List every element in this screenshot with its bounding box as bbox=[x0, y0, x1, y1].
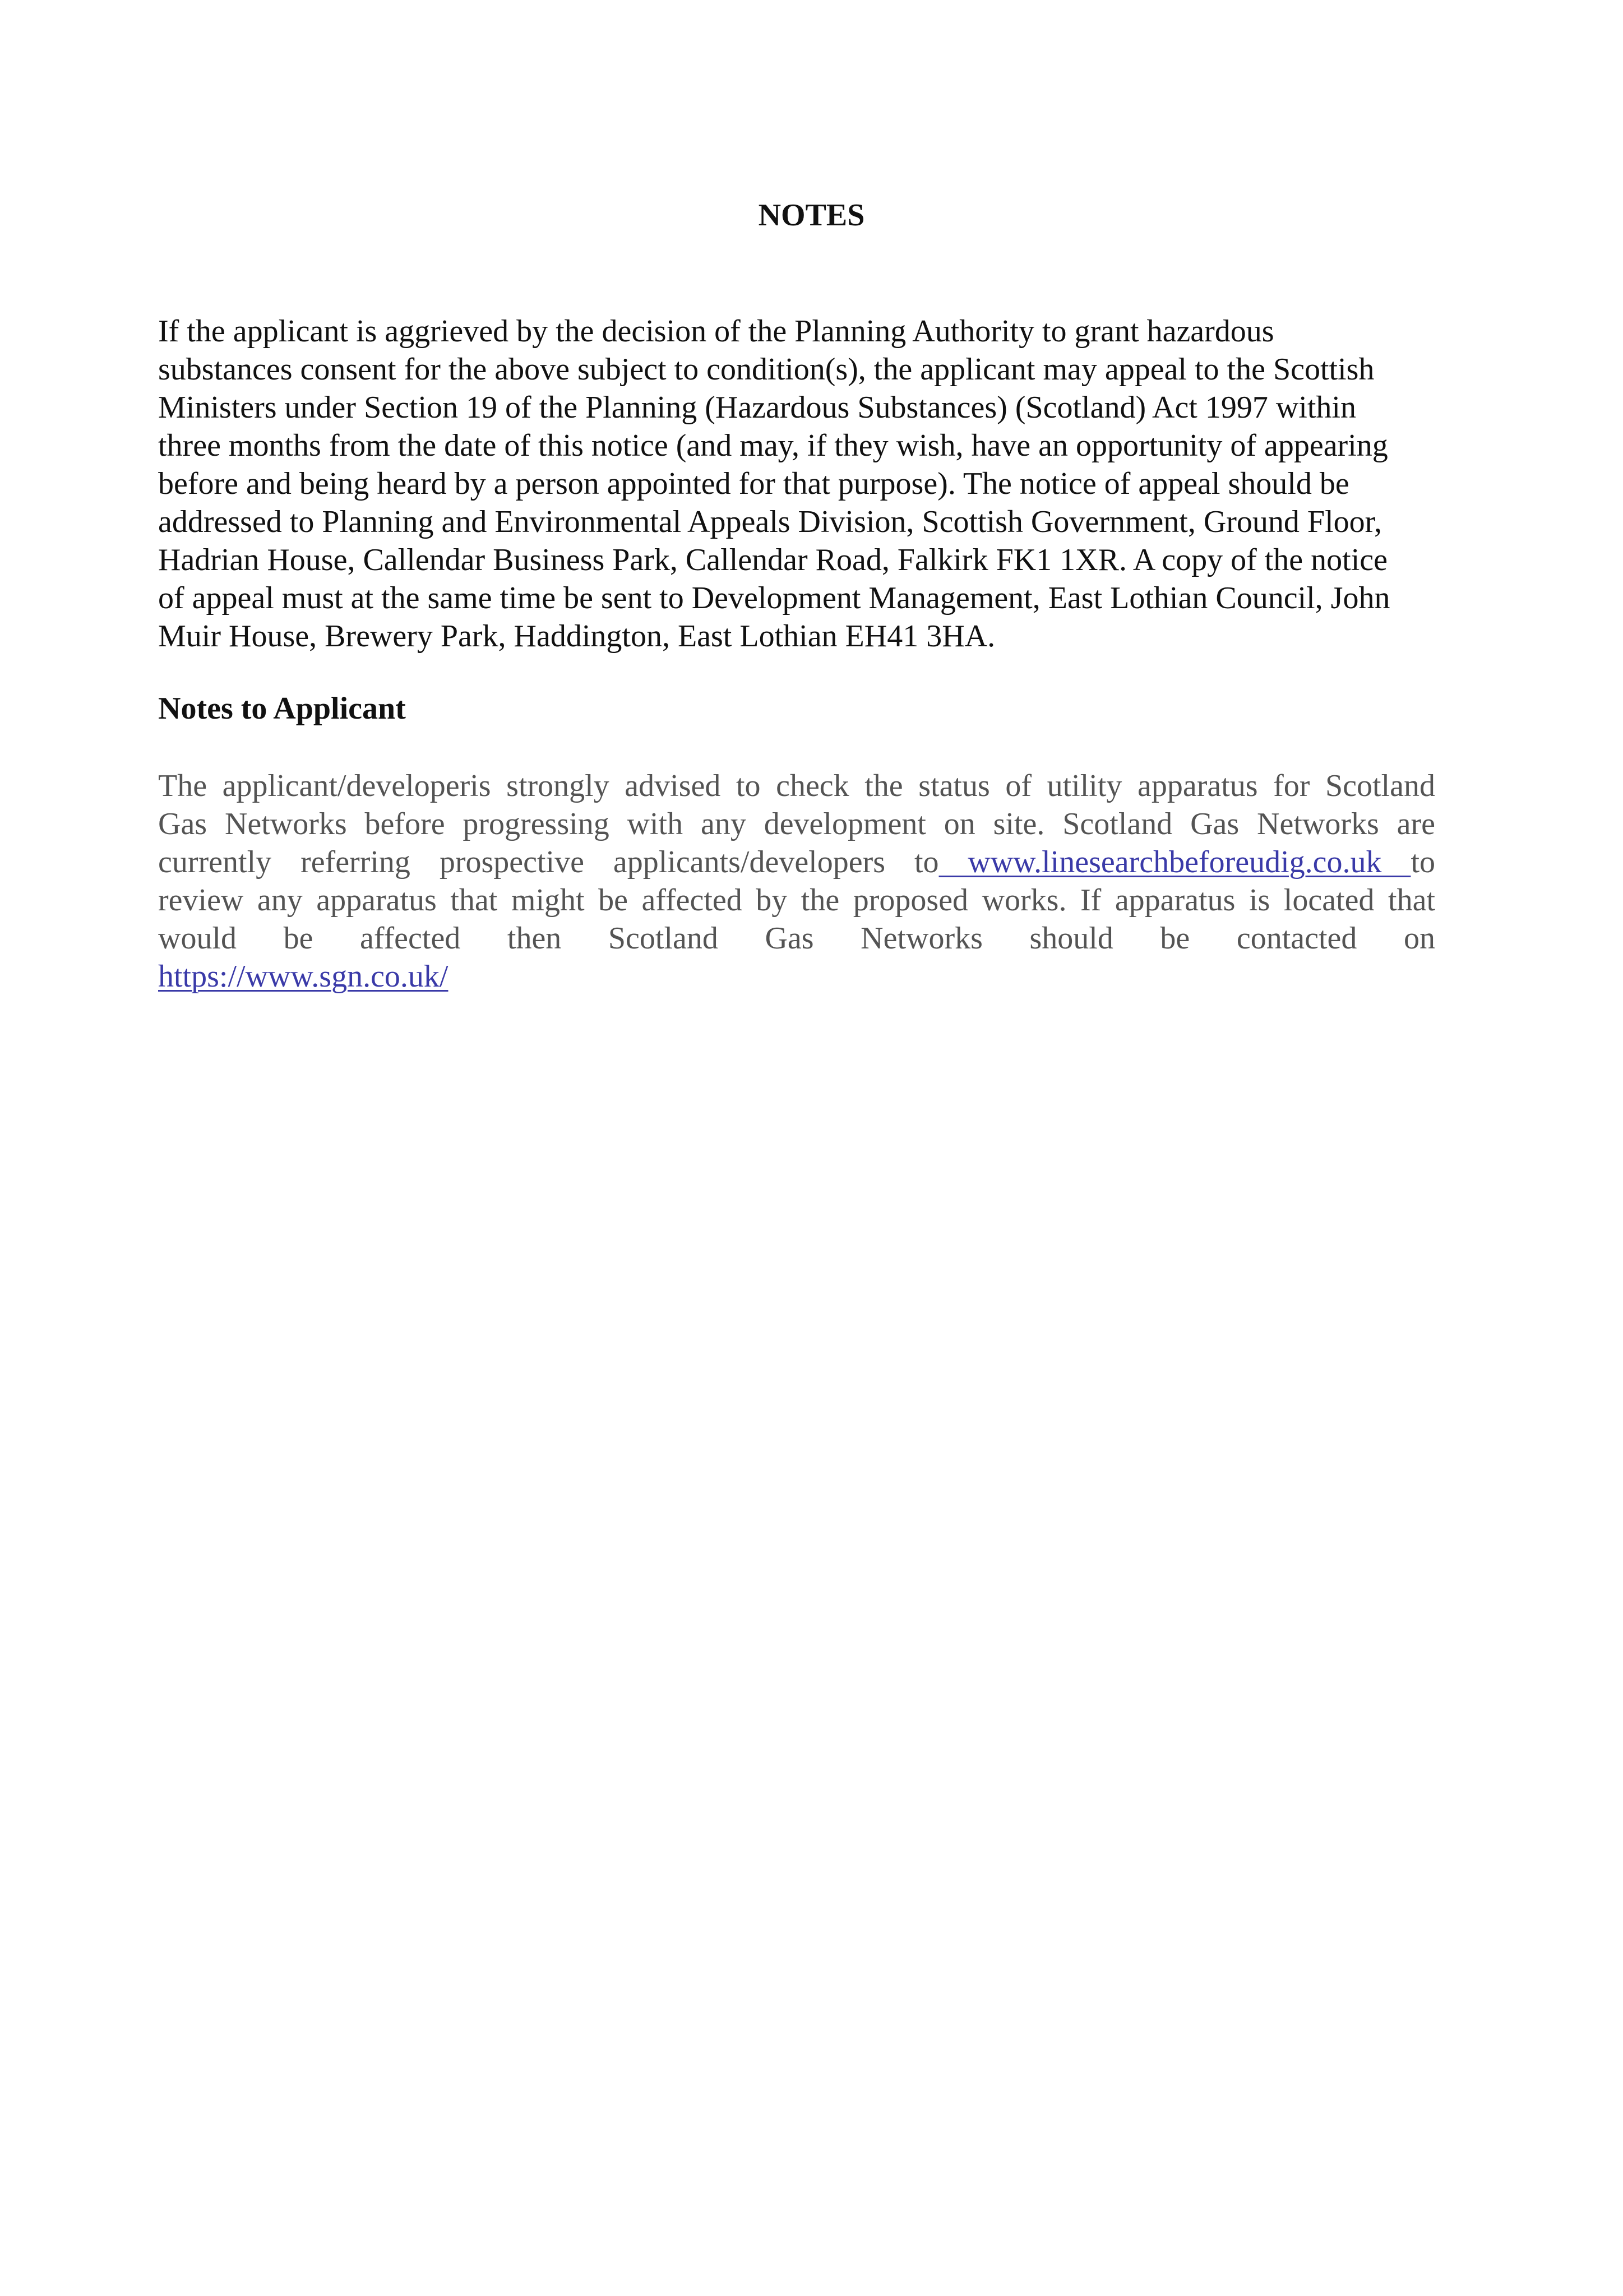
applicant-notes-paragraph bbox=[158, 767, 1435, 996]
applicant-note-line bbox=[158, 957, 1435, 996]
notes-to-applicant-heading: Notes to Applicant bbox=[158, 691, 406, 726]
appeal-line: If the applicant is aggrieved by the decision of the Planning Authority to grant hazardous bbox=[158, 314, 1274, 349]
applicant-note-line: The applicant/developeris strongly advised to check the status of utility apparatus for Scotland bbox=[158, 769, 1435, 803]
applicant-note-text: to bbox=[1411, 845, 1435, 879]
applicant-note-line: review any apparatus that might be affected by the proposed works. If apparatus is located that bbox=[158, 883, 1435, 918]
appeal-line: Ministers under Section 19 of the Planning (Hazardous Substances) (Scotland) Act 1997 within bbox=[158, 390, 1356, 425]
appeal-line: three months from the date of this notice (and may, if they wish, have an opportunity of appearing bbox=[158, 428, 1388, 463]
appeal-line: of appeal must at the same time be sent to Development Management, East Lothian Council, John bbox=[158, 581, 1390, 615]
appeal-line: Hadrian House, Callendar Business Park, Callendar Road, Falkirk FK1 1XR. A copy of the notice bbox=[158, 543, 1388, 577]
notes-heading: NOTES bbox=[758, 198, 865, 233]
applicant-note-line: would be affected then Scotland Gas Networks should be contacted on bbox=[158, 921, 1435, 956]
appeal-line: Muir House, Brewery Park, Haddington, East Lothian EH41 3HA. bbox=[158, 619, 996, 654]
linesearch-link[interactable]: www.linesearchbeforeudig.co.uk bbox=[938, 845, 1411, 879]
appeal-line: addressed to Planning and Environmental Appeals Division, Scottish Government, Ground Floor, bbox=[158, 504, 1382, 539]
applicant-note-text: currently referring prospective applicants/developers to bbox=[158, 845, 939, 879]
appeal-paragraph bbox=[158, 312, 1459, 655]
sgn-link[interactable]: https://www.sgn.co.uk/ bbox=[158, 959, 448, 994]
appeal-line: before and being heard by a person appointed for that purpose). The notice of appeal should be bbox=[158, 466, 1349, 501]
applicant-note-line bbox=[158, 843, 1435, 881]
appeal-line: substances consent for the above subject to condition(s), the applicant may appeal to the Scottish bbox=[158, 352, 1375, 387]
applicant-note-line: Gas Networks before progressing with any development on site. Scotland Gas Networks are bbox=[158, 807, 1435, 841]
